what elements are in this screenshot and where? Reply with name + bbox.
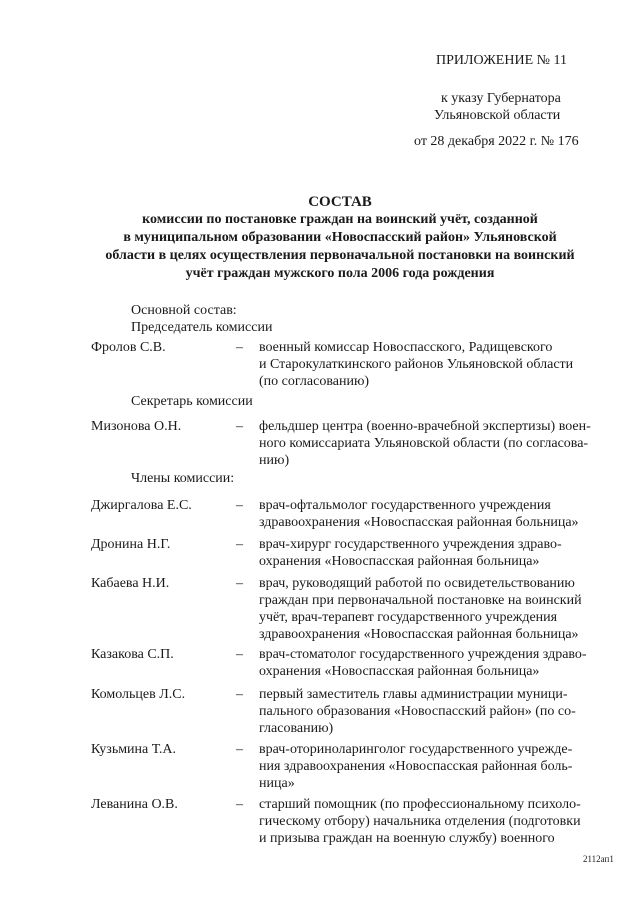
decree-ref-line2: Ульяновской области (434, 108, 561, 123)
role-line: первый заместитель главы администрации муници- (259, 687, 568, 702)
role-line: ница» (259, 776, 295, 791)
section-members: Члены комиссии: (131, 471, 235, 486)
role-line: военный комиссар Новоспасского, Радищевского (259, 340, 553, 355)
role-line: врач-офтальмолог государственного учреждения (259, 498, 551, 513)
dash: – (236, 647, 243, 662)
role-line: здравоохранения «Новоспасская районная больница» (259, 515, 579, 530)
member-name: Мизонова О.Н. (91, 419, 182, 434)
decree-date: от 28 декабря 2022 г. № 176 (414, 134, 579, 149)
member-name: Дронина Н.Г. (91, 537, 171, 552)
member-role (259, 536, 615, 570)
member-role (259, 575, 615, 643)
title-line-3: в муниципальном образовании «Новоспасский район» Ульяновской (123, 230, 557, 245)
appendix-number: ПРИЛОЖЕНИЕ № 11 (436, 53, 567, 68)
title-line-4: области в целях осуществления первоначальной постановки на воинский (105, 248, 575, 263)
member-role (259, 646, 615, 680)
member-name: Джиргалова Е.С. (91, 498, 192, 513)
section-chair: Председатель комиссии (131, 320, 273, 335)
member-role (259, 741, 615, 792)
role-line: пального образования «Новоспасский район» (по со- (259, 704, 576, 719)
dash: – (236, 340, 243, 355)
member-role (259, 497, 615, 531)
role-line: гласованию) (259, 721, 334, 736)
role-line: фельдшер центра (военно-врачебной экспертизы) воен- (259, 419, 591, 434)
role-line: врач-оториноларинголог государственного учрежде- (259, 742, 573, 757)
role-line: граждан при первоначальной постановке на воинский (259, 593, 582, 608)
role-line: гическому отбору) начальника отделения (подготовки (259, 814, 581, 829)
role-line: старший помощник (по профессиональному психоло- (259, 797, 581, 812)
title-line-5: учёт граждан мужского пола 2006 года рождения (185, 266, 495, 281)
role-line: врач, руководящий работой по освидетельствованию (259, 576, 575, 591)
dash: – (236, 687, 243, 702)
member-role (259, 686, 615, 737)
dash: – (236, 498, 243, 513)
member-role (259, 418, 615, 469)
dash: – (236, 537, 243, 552)
section-secretary: Секретарь комиссии (131, 394, 253, 409)
role-line: и Старокулаткинского районов Ульяновской области (259, 357, 574, 372)
role-line: врач-стоматолог государственного учреждения здраво- (259, 647, 587, 662)
dash: – (236, 419, 243, 434)
member-name: Кабаева Н.И. (91, 576, 170, 591)
dash: – (236, 797, 243, 812)
role-line: ния здравоохранения «Новоспасская районная боль- (259, 759, 573, 774)
title-line-1: СОСТАВ (308, 194, 372, 210)
role-line: охранения «Новоспасская районная больница» (259, 664, 540, 679)
member-role (259, 796, 615, 847)
document-title (60, 193, 620, 283)
role-line: и призыва граждан на военную службу) военного (259, 831, 555, 846)
member-name: Казакова С.П. (91, 647, 174, 662)
role-line: (по согласованию) (259, 374, 370, 389)
member-role (259, 339, 615, 390)
member-name: Леванина О.В. (91, 797, 178, 812)
dash: – (236, 742, 243, 757)
role-line: ного комиссариата Ульяновской области (по согласова- (259, 436, 589, 451)
title-line-2: комиссии по постановке граждан на воинский учёт, созданной (142, 212, 538, 227)
decree-ref-line1: к указу Губернатора (441, 91, 561, 106)
dash: – (236, 576, 243, 591)
role-line: врач-хирург государственного учреждения здраво- (259, 537, 562, 552)
role-line: здравоохранения «Новоспасская районная больница» (259, 627, 579, 642)
member-name: Кузьмина Т.А. (91, 742, 177, 757)
role-line: нию) (259, 453, 290, 468)
role-line: охранения «Новоспасская районная больница» (259, 554, 540, 569)
section-main: Основной состав: (131, 303, 237, 318)
footer-code: 2112ап1 (583, 854, 614, 864)
member-name: Фролов С.В. (91, 340, 166, 355)
role-line: учёт, врач-терапевт государственного учреждения (259, 610, 558, 625)
member-name: Комольцев Л.С. (91, 687, 186, 702)
